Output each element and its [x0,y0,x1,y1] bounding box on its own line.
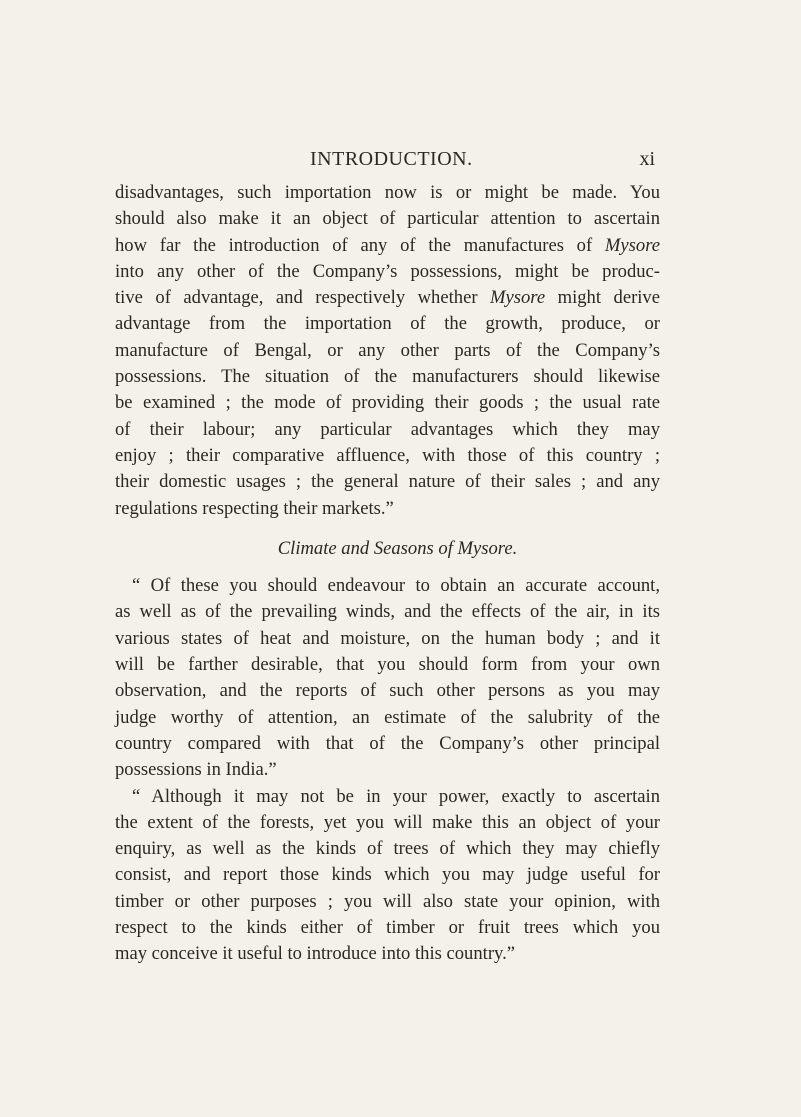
running-head: INTRODUCTION. [310,148,473,170]
text-line: possessions. The situation of the manufacturers should likewise [115,366,660,388]
text-line: enjoy ; their comparative affluence, with those of this country ; [115,444,660,466]
text-line: should also make it an object of particular attention to ascertain [115,208,660,230]
body-text [115,180,660,968]
text-line: respect to the kinds either of timber or fruit trees which you [115,917,660,939]
section-heading: Climate and Seasons of Mysore. [277,537,518,559]
text-line [115,233,660,259]
text-line: as well as of the prevailing winds, and the effects of the air, in its [115,601,660,623]
text-line: country compared with that of the Company’s other principal [115,732,660,754]
text-line: disadvantages, such importation now is or might be made. You [115,182,660,203]
text-line: “ Of these you should endeavour to obtain an accurate account, [132,575,660,597]
text-fragment: tive of advantage, and respectively whether [115,287,478,309]
italic-term: Mysore [604,234,660,256]
text-line [115,285,660,311]
text-line: various states of heat and moisture, on the human body ; and it [115,627,660,649]
text-line: judge worthy of attention, an estimate of the salubrity of the [115,706,660,728]
text-line: timber or other purposes ; you will also state your opinion, with [115,890,660,912]
text-line: possessions in India.” [115,759,277,781]
text-line: be examined ; the mode of providing their goods ; the usual rate [115,392,660,414]
text-line: of their labour; any particular advantages which they may [115,418,660,440]
text-line: manufacture of Bengal, or any other parts of the Company’s [115,339,660,361]
text-line: advantage from the importation of the growth, produce, or [115,313,660,335]
text-line: into any other of the Company’s possessions, might be produc- [115,260,660,282]
text-line: enquiry, as well as the kinds of trees of which they may chiefly [115,838,660,860]
text-fragment: might derive [557,287,660,309]
text-line: regulations respecting their markets.” [115,497,394,519]
text-line: will be farther desirable, that you should form from your own [115,654,660,676]
text-line: consist, and report those kinds which you may judge useful for [115,864,660,886]
text-line: observation, and the reports of such other persons as you may [115,680,660,702]
page-header [115,148,655,174]
italic-term: Mysore [490,287,546,309]
text-line: their domestic usages ; the general nature of their sales ; and any [115,471,660,493]
page-number: xi [639,148,655,170]
text-fragment: how far the introduction of any of the manufactures of [115,234,593,256]
text-line: may conceive it useful to introduce into this country.” [115,943,516,965]
text-line: “ Although it may not be in your power, exactly to ascertain [132,785,660,807]
text-line: the extent of the forests, yet you will make this an object of your [115,811,660,833]
